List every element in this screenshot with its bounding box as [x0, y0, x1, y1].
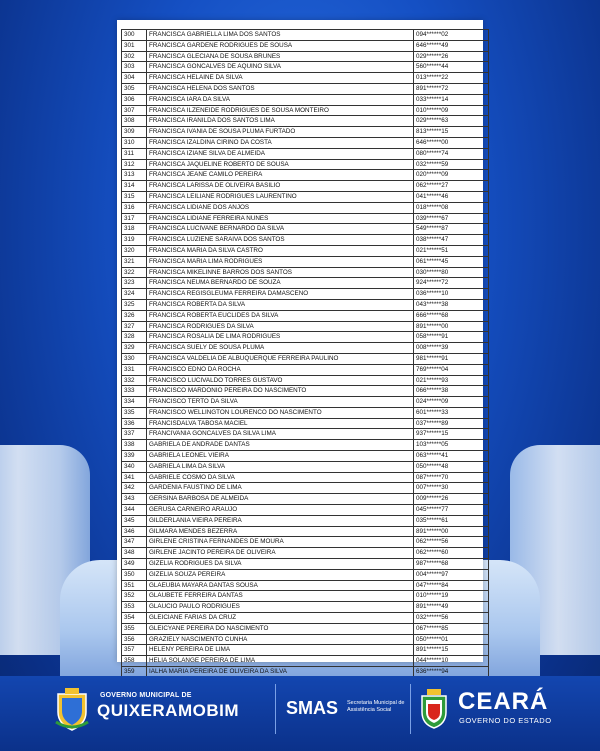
masked-cpf: 061******45: [414, 256, 489, 267]
beneficiary-name: FRANCISCA LIDIANE DOS ANJOS: [147, 202, 414, 213]
table-row: [122, 170, 489, 181]
row-number: 359: [122, 667, 147, 678]
masked-cpf: 009******26: [414, 494, 489, 505]
masked-cpf: 560******44: [414, 62, 489, 73]
row-number: 341: [122, 472, 147, 483]
beneficiary-name: FRANCISCA GLECIANA DE SOUSA BRUNES: [147, 51, 414, 62]
quixeramobim-crest-icon: [52, 686, 92, 732]
beneficiary-name: GILMARA MENDES BEZERRA: [147, 526, 414, 537]
row-number: 358: [122, 656, 147, 667]
beneficiary-name: GERSINA BARBOSA DE ALMEIDA: [147, 494, 414, 505]
table-row: [122, 440, 489, 451]
row-number: 334: [122, 397, 147, 408]
table-row: [122, 62, 489, 73]
beneficiary-name: FRANCISCA IZIANE SILVA DE ALMEIDA: [147, 148, 414, 159]
beneficiary-name: HELENY PEREIRA DE LIMA: [147, 645, 414, 656]
row-number: 325: [122, 299, 147, 310]
beneficiary-name: FRANCISCA GONCALVES DE AQUINO SILVA: [147, 62, 414, 73]
masked-cpf: 037******89: [414, 418, 489, 429]
row-number: 327: [122, 321, 147, 332]
beneficiary-name: GLAUBETE FERREIRA DANTAS: [147, 591, 414, 602]
row-number: 355: [122, 623, 147, 634]
row-number: 311: [122, 148, 147, 159]
beneficiary-name: GRAZIELY NASCIMENTO CUNHA: [147, 634, 414, 645]
masked-cpf: 646******00: [414, 137, 489, 148]
beneficiary-name: GABRIELE COSMO DA SILVA: [147, 472, 414, 483]
table-row: [122, 537, 489, 548]
masked-cpf: 769******04: [414, 364, 489, 375]
beneficiary-name: GILDERLANIA VIEIRA PEREIRA: [147, 515, 414, 526]
beneficiary-name: FRANCISCA MARIA LIMA RODRIGUES: [147, 256, 414, 267]
beneficiary-name: FRANCISCO MARDONIO PEREIRA DO NASCIMENTO: [147, 386, 414, 397]
table-row: [122, 278, 489, 289]
masked-cpf: 058******91: [414, 332, 489, 343]
table-row: [122, 494, 489, 505]
table-row: [122, 526, 489, 537]
table-row: [122, 73, 489, 84]
row-number: 314: [122, 181, 147, 192]
masked-cpf: 032******59: [414, 159, 489, 170]
beneficiary-name: FRANCISCA ILZENEIDE RODRIGUES DE SOUSA MONTEIRO: [147, 105, 414, 116]
table-row: [122, 202, 489, 213]
table-row: [122, 83, 489, 94]
masked-cpf: 087******70: [414, 472, 489, 483]
table-row: [122, 30, 489, 41]
masked-cpf: 050******48: [414, 461, 489, 472]
beneficiary-name: FRANCISCA SUELY DE SOUSA PLUMA: [147, 343, 414, 354]
row-number: 340: [122, 461, 147, 472]
masked-cpf: 080******74: [414, 148, 489, 159]
beneficiary-name: GIZELIA SOUZA PEREIRA: [147, 569, 414, 580]
table-row: [122, 656, 489, 667]
beneficiary-name: FRANCISCA IARA DA SILVA: [147, 94, 414, 105]
row-number: 356: [122, 634, 147, 645]
masked-cpf: 041******46: [414, 191, 489, 202]
masked-cpf: 010******09: [414, 105, 489, 116]
row-number: 305: [122, 83, 147, 94]
table-row: [122, 245, 489, 256]
masked-cpf: 007******30: [414, 483, 489, 494]
beneficiary-name: FRANCISCA JAQUELINE ROBERTO DE SOUSA: [147, 159, 414, 170]
beneficiary-name: GABRIELA LEONEL VIEIRA: [147, 451, 414, 462]
beneficiary-name: FRANCISCA LARISSA DE OLIVEIRA BASILIO: [147, 181, 414, 192]
masked-cpf: 029******63: [414, 116, 489, 127]
masked-cpf: 032******56: [414, 613, 489, 624]
masked-cpf: 062******56: [414, 537, 489, 548]
table-row: [122, 159, 489, 170]
table-row: [122, 267, 489, 278]
beneficiary-name: FRANCISCA HELENA DOS SANTOS: [147, 83, 414, 94]
beneficiary-table: [121, 29, 489, 689]
masked-cpf: 063******41: [414, 451, 489, 462]
beneficiary-name: FRANCIVANIA GONCALVES DA SILVA LIMA: [147, 429, 414, 440]
masked-cpf: 813******15: [414, 127, 489, 138]
beneficiary-name: FRANCISDALVA TABOSA MACIEL: [147, 418, 414, 429]
beneficiary-name: FRANCISCA ROBERTA EUCLIDES DA SILVA: [147, 310, 414, 321]
beneficiary-name: FRANCISCO LUCIVALDO TORRES GUSTAVO: [147, 375, 414, 386]
masked-cpf: 924******72: [414, 278, 489, 289]
masked-cpf: 050******01: [414, 634, 489, 645]
row-number: 348: [122, 548, 147, 559]
beneficiary-name: FRANCISCO EDNO DA ROCHA: [147, 364, 414, 375]
row-number: 302: [122, 51, 147, 62]
smas-subtitle: Secretaria Municipal de Assistência Social: [347, 700, 405, 713]
masked-cpf: 020******09: [414, 170, 489, 181]
table-row: [122, 602, 489, 613]
table-row: [122, 505, 489, 516]
beneficiary-name: GLAEUBIA MAYARA DANTAS SOUSA: [147, 580, 414, 591]
row-number: 321: [122, 256, 147, 267]
row-number: 344: [122, 505, 147, 516]
beneficiary-name: GABRIELA LIMA DA SILVA: [147, 461, 414, 472]
beneficiary-name: IALHA MARIA PEREIRA DE OLIVEIRA DA SILVA: [147, 667, 414, 678]
table-row: [122, 634, 489, 645]
beneficiary-name: FRANCISCA HELAINE DA SILVA: [147, 73, 414, 84]
table-row: [122, 613, 489, 624]
masked-cpf: 891******49: [414, 602, 489, 613]
table-row: [122, 191, 489, 202]
beneficiary-name: GERUSA CARNEIRO ARAUJO: [147, 505, 414, 516]
table-row: [122, 386, 489, 397]
beneficiary-name: GIZELIA RODRIGUES DA SILVA: [147, 559, 414, 570]
row-number: 357: [122, 645, 147, 656]
table-row: [122, 310, 489, 321]
beneficiary-name: FRANCISCA LEILIANE RODRIGUES LAURENTINO: [147, 191, 414, 202]
beneficiary-name: FRANCISCA LIDIANE FERREIRA NUNES: [147, 213, 414, 224]
beneficiary-name: GABRIELA DE ANDRADE DANTAS: [147, 440, 414, 451]
masked-cpf: 636******94: [414, 667, 489, 678]
table-row: [122, 235, 489, 246]
masked-cpf: 044******10: [414, 656, 489, 667]
beneficiary-name: FRANCISCA MARIA DA SILVA CASTRO: [147, 245, 414, 256]
row-number: 336: [122, 418, 147, 429]
row-number: 332: [122, 375, 147, 386]
masked-cpf: 047******84: [414, 580, 489, 591]
beneficiary-name: FRANCISCA ROBERTA DA SILVA: [147, 299, 414, 310]
masked-cpf: 601******33: [414, 407, 489, 418]
masked-cpf: 008******39: [414, 343, 489, 354]
masked-cpf: 549******87: [414, 224, 489, 235]
masked-cpf: 981******91: [414, 353, 489, 364]
row-number: 303: [122, 62, 147, 73]
beneficiary-name: FRANCISCA GARDENE RODRIGUES DE SOUSA: [147, 40, 414, 51]
masked-cpf: 891******00: [414, 321, 489, 332]
table-row: [122, 289, 489, 300]
row-number: 304: [122, 73, 147, 84]
row-number: 309: [122, 127, 147, 138]
masked-cpf: 066******38: [414, 386, 489, 397]
row-number: 353: [122, 602, 147, 613]
ceara-wordmark: CEARÁ: [458, 688, 549, 715]
row-number: 339: [122, 451, 147, 462]
row-number: 300: [122, 30, 147, 41]
table-row: [122, 591, 489, 602]
beneficiary-name: FRANCISCA ROSALIA DE LIMA RODRIGUES: [147, 332, 414, 343]
masked-cpf: 094******02: [414, 30, 489, 41]
table-row: [122, 548, 489, 559]
masked-cpf: 021******93: [414, 375, 489, 386]
table-row: [122, 645, 489, 656]
beneficiary-name: FRANCISCO TERTO DA SILVA: [147, 397, 414, 408]
beneficiary-name: FRANCISCA IVANIA DE SOUSA PLUMA FURTADO: [147, 127, 414, 138]
table-row: [122, 580, 489, 591]
table-row: [122, 483, 489, 494]
table-row: [122, 137, 489, 148]
row-number: 306: [122, 94, 147, 105]
row-number: 316: [122, 202, 147, 213]
beneficiary-name: FRANCISCA NEUMA BERNARDO DE SOUZA: [147, 278, 414, 289]
row-number: 328: [122, 332, 147, 343]
masked-cpf: 891******00: [414, 526, 489, 537]
table-row: [122, 353, 489, 364]
masked-cpf: 018******08: [414, 202, 489, 213]
table-row: [122, 418, 489, 429]
row-number: 351: [122, 580, 147, 591]
row-number: 350: [122, 569, 147, 580]
table-row: [122, 321, 489, 332]
masked-cpf: 062******60: [414, 548, 489, 559]
table-row: [122, 181, 489, 192]
masked-cpf: 043******38: [414, 299, 489, 310]
row-number: 352: [122, 591, 147, 602]
row-number: 329: [122, 343, 147, 354]
row-number: 313: [122, 170, 147, 181]
beneficiary-name: GLAUCIO PAULO RODRIGUES: [147, 602, 414, 613]
row-number: 347: [122, 537, 147, 548]
beneficiary-name: FRANCISCA LUZIENE SARAIVA DOS SANTOS: [147, 235, 414, 246]
table-row: [122, 397, 489, 408]
table-row: [122, 127, 489, 138]
masked-cpf: 646******49: [414, 40, 489, 51]
beneficiary-name: GIRLENE CRISTINA FERNANDES DE MOURA: [147, 537, 414, 548]
beneficiary-name: FRANCISCA IRANILDA DOS SANTOS LIMA: [147, 116, 414, 127]
masked-cpf: 035******61: [414, 515, 489, 526]
municipal-government-label: GOVERNO MUNICIPAL DE: [100, 692, 192, 699]
table-row: [122, 515, 489, 526]
masked-cpf: 029******26: [414, 51, 489, 62]
row-number: 333: [122, 386, 147, 397]
row-number: 337: [122, 429, 147, 440]
quixeramobim-wordmark: QUIXERAMOBIM: [97, 701, 239, 720]
masked-cpf: 103******05: [414, 440, 489, 451]
table-row: [122, 559, 489, 570]
table-row: [122, 105, 489, 116]
beneficiary-name: FRANCISCO WELLINGTON LOURENCO DO NASCIMENTO: [147, 407, 414, 418]
table-row: [122, 40, 489, 51]
row-number: 318: [122, 224, 147, 235]
table-row: [122, 569, 489, 580]
beneficiary-name: FRANCISCA RODRIGUES DA SILVA: [147, 321, 414, 332]
row-number: 330: [122, 353, 147, 364]
masked-cpf: 987******68: [414, 559, 489, 570]
table-row: [122, 51, 489, 62]
table-row: [122, 213, 489, 224]
row-number: 319: [122, 235, 147, 246]
table-row: [122, 623, 489, 634]
table-row: [122, 343, 489, 354]
row-number: 338: [122, 440, 147, 451]
beneficiary-list-sheet: [117, 20, 483, 676]
beneficiary-name: HELIA SOLANGE PEREIRA DE LIMA: [147, 656, 414, 667]
masked-cpf: 666******68: [414, 310, 489, 321]
table-row: [122, 94, 489, 105]
masked-cpf: 067******85: [414, 623, 489, 634]
masked-cpf: 010******19: [414, 591, 489, 602]
beneficiary-name: GLEICIANE FARIAS DA CRUZ: [147, 613, 414, 624]
table-row: [122, 461, 489, 472]
beneficiary-name: FRANCISCA LUCIVANE BERNARDO DA SILVA: [147, 224, 414, 235]
table-row: [122, 116, 489, 127]
masked-cpf: 937******15: [414, 429, 489, 440]
masked-cpf: 030******80: [414, 267, 489, 278]
masked-cpf: 891******72: [414, 83, 489, 94]
table-row: [122, 375, 489, 386]
row-number: 354: [122, 613, 147, 624]
row-number: 323: [122, 278, 147, 289]
beneficiary-name: FRANCISCA IZALDINA CIRINO DA COSTA: [147, 137, 414, 148]
beneficiary-name: FRANCISCA VALDELIA DE ALBUQUERQUE FERREIRA PAULINO: [147, 353, 414, 364]
row-number: 345: [122, 515, 147, 526]
beneficiary-name: FRANCISCA GABRIELLA LIMA DOS SANTOS: [147, 30, 414, 41]
row-number: 307: [122, 105, 147, 116]
row-number: 320: [122, 245, 147, 256]
row-number: 326: [122, 310, 147, 321]
row-number: 317: [122, 213, 147, 224]
beneficiary-name: GIRLENE JACINTO PEREIRA DE OLIVEIRA: [147, 548, 414, 559]
row-number: 346: [122, 526, 147, 537]
row-number: 322: [122, 267, 147, 278]
row-number: 301: [122, 40, 147, 51]
table-row: [122, 407, 489, 418]
table-row: [122, 256, 489, 267]
table-row: [122, 472, 489, 483]
masked-cpf: 045******77: [414, 505, 489, 516]
footer-divider: [410, 684, 411, 734]
row-number: 315: [122, 191, 147, 202]
masked-cpf: 891******15: [414, 645, 489, 656]
beneficiary-name: FRANCISCA REGISGLEUMA FERREIRA DAMASCENO: [147, 289, 414, 300]
row-number: 349: [122, 559, 147, 570]
masked-cpf: 039******67: [414, 213, 489, 224]
table-row: [122, 451, 489, 462]
row-number: 343: [122, 494, 147, 505]
row-number: 310: [122, 137, 147, 148]
beneficiary-name: GARDENIA FAUSTINO DE LIMA: [147, 483, 414, 494]
table-row: [122, 148, 489, 159]
masked-cpf: 062******27: [414, 181, 489, 192]
beneficiary-name: FRANCISCA MIKELINNE BARROS DOS SANTOS: [147, 267, 414, 278]
masked-cpf: 021******51: [414, 245, 489, 256]
row-number: 312: [122, 159, 147, 170]
ceara-crest-icon: [418, 686, 450, 730]
row-number: 324: [122, 289, 147, 300]
row-number: 342: [122, 483, 147, 494]
table-row: [122, 299, 489, 310]
beneficiary-name: FRANCISCA JEANE CAMILO PEREIRA: [147, 170, 414, 181]
table-row: [122, 364, 489, 375]
masked-cpf: 024******09: [414, 397, 489, 408]
masked-cpf: 038******47: [414, 235, 489, 246]
table-row: [122, 429, 489, 440]
footer-divider: [275, 684, 276, 734]
table-row: [122, 332, 489, 343]
row-number: 335: [122, 407, 147, 418]
beneficiary-name: GLEICYANE PEREIRA DO NASCIMENTO: [147, 623, 414, 634]
smas-logo: SMAS: [286, 698, 339, 718]
masked-cpf: 013******22: [414, 73, 489, 84]
row-number: 308: [122, 116, 147, 127]
masked-cpf: 036******10: [414, 289, 489, 300]
state-government-label: GOVERNO DO ESTADO: [459, 716, 552, 725]
table-row: [122, 224, 489, 235]
row-number: 331: [122, 364, 147, 375]
masked-cpf: 033******14: [414, 94, 489, 105]
masked-cpf: 004******97: [414, 569, 489, 580]
